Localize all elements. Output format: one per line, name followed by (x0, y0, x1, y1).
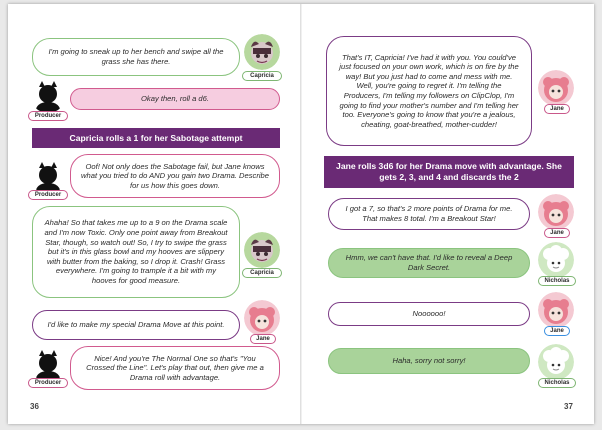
jane-drama-roll-banner: Jane rolls 3d6 for her Drama move with advantage. She gets 2, 3, and 4 and discards the 2 (324, 156, 574, 188)
nicholas-avatar-icon (538, 344, 574, 380)
producer-speech-bubble-3: Nice! And you're The Normal One so that's "You Crossed the Line". Let's play that out, then give me a Drama roll with advantage. (70, 346, 280, 390)
capricia-avatar-icon (244, 232, 280, 268)
jane-avatar-icon (538, 292, 574, 328)
jane-avatar-icon (538, 194, 574, 230)
jane-speech-bubble-2: That's IT, Capricia! I've had it with you. You could've just focused on your own work, which is on fire by the way! But you just had to come and mess with me. Well, you're going to regret it. I'm telling the Producers, I'm telling my followers on ClipClop, I'm going to find your mother's number and I'm telling her too. Everyone's going to know that you're a jealous, cheating, goat-breathed, mother-cudder! (326, 36, 532, 146)
book-spread (8, 4, 594, 424)
producer-name-tag-2: Producer (28, 190, 68, 200)
nicholas-speech-bubble-2: Haha, sorry not sorry! (328, 348, 530, 374)
capricia-avatar-icon (244, 34, 280, 70)
jane-speech-bubble-3: I got a 7, so that's 2 more points of Drama for me. That makes 8 total. I'm a Breakout Star! (328, 198, 530, 230)
capricia-sabotage-roll-banner: Capricia rolls a 1 for her Sabotage attempt (32, 128, 280, 148)
producer-name-tag-3: Producer (28, 378, 68, 388)
jane-name-tag-selected: Jane (544, 326, 570, 336)
jane-name-tag: Jane (544, 228, 570, 238)
left-page (8, 4, 300, 424)
capricia-speech-bubble-2: Ahaha! So that takes me up to a 9 on the Drama scale and I'm now Toxic. Only one point away from Breakout Star, though, so watch out! So, I try to swipe the grass but it's in this glass bowl and my hooves are slippery with butter from the baking, so I drop it. Crash! Grass everywhere. I'm going to trample it a bit with my hooves for good measure. (32, 206, 240, 298)
jane-name-tag: Jane (250, 334, 276, 344)
jane-avatar-icon (538, 70, 574, 106)
jane-speech-bubble-1: I'd like to make my special Drama Move at this point. (32, 310, 240, 340)
producer-avatar-icon (30, 77, 66, 113)
producer-avatar-icon (30, 158, 66, 194)
producer-avatar-icon (30, 346, 66, 382)
producer-name-tag-1: Producer (28, 111, 68, 121)
jane-speech-bubble-4: Noooooo! (328, 302, 530, 326)
nicholas-name-tag: Nicholas (538, 276, 576, 286)
capricia-speech-bubble-1: I'm going to sneak up to her bench and swipe all the grass she has there. (32, 38, 240, 76)
nicholas-name-tag: Nicholas (538, 378, 576, 388)
nicholas-speech-bubble-1: Hmm, we can't have that. I'd like to reveal a Deep Dark Secret. (328, 248, 530, 278)
nicholas-avatar-icon (538, 242, 574, 278)
capricia-name-tag: Capricia (242, 268, 282, 278)
producer-speech-bubble-2: Oof! Not only does the Sabotage fail, but Jane knows what you tried to do AND you gain two Drama. Describe for us how this goes down. (70, 154, 280, 198)
producer-speech-bubble-1: Okay then, roll a d6. (70, 88, 280, 110)
page-number-right: 37 (564, 402, 573, 411)
capricia-name-tag: Capricia (242, 71, 282, 81)
page-number-left: 36 (30, 402, 39, 411)
jane-name-tag: Jane (544, 104, 570, 114)
right-page (302, 4, 594, 424)
jane-avatar-icon (244, 300, 280, 336)
